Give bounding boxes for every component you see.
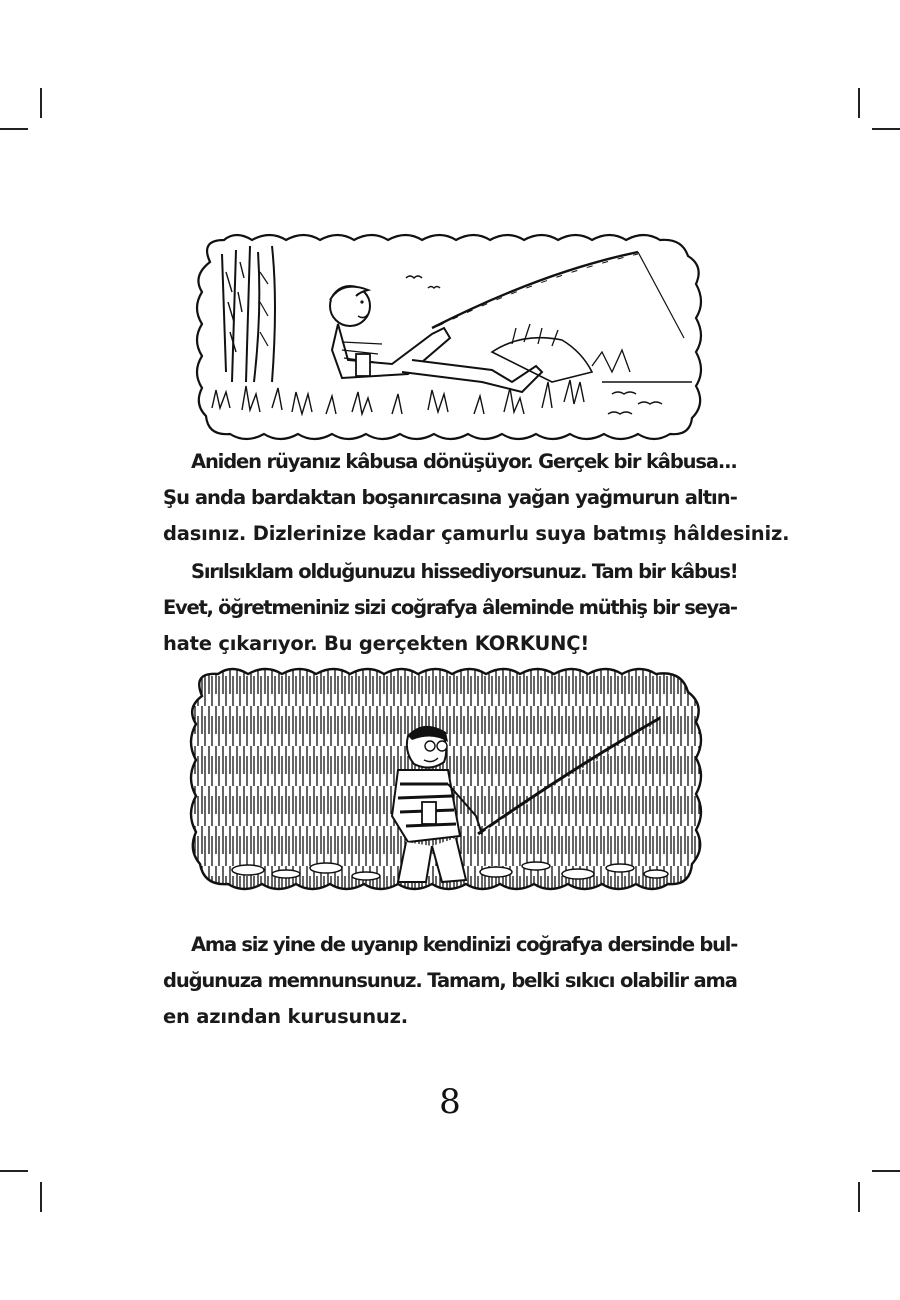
paragraph-line: Aniden rüyanız kâbusa dönüşüyor. Gerçek bir kâbusa... (191, 450, 737, 473)
paragraph-line: Sırılsıklam olduğunuzu hissediyorsunuz. Tam bir kâbus! (191, 560, 738, 583)
crop-mark-top-left-v (40, 88, 42, 118)
crop-mark-bottom-left-v (40, 1182, 42, 1212)
boy-fishing-on-grass-icon (192, 232, 708, 444)
paragraph-line: hate çıkarıyor. Bu gerçekten KORKUNÇ! (163, 632, 590, 655)
page-number: 8 (439, 1082, 461, 1122)
paragraph-1 (163, 444, 790, 552)
sunny-fishing-illustration (192, 232, 708, 444)
rainy-fishing-illustration (186, 666, 710, 898)
paragraph-line: Şu anda bardaktan boşanırcasına yağan yağmurun altın- (163, 486, 737, 509)
paragraph-line: Evet, öğretmeniniz sizi coğrafya âleminde müthiş bir seya- (163, 596, 737, 619)
crop-mark-top-right-v (858, 88, 860, 118)
paragraph-line: duğunuza memnunsunuz. Tamam, belki sıkıcı olabilir ama (163, 969, 737, 992)
boy-fishing-in-rain-icon (186, 666, 710, 898)
paragraph-line: dasınız. Dizlerinize kadar çamurlu suya batmış hâldesiniz. (163, 522, 790, 545)
crop-mark-top-right-h (872, 128, 900, 130)
paragraph-3 (163, 927, 737, 1035)
paragraph-line: Ama siz yine de uyanıp kendinizi coğrafya dersinde bul- (191, 933, 738, 956)
crop-mark-bottom-left-h (0, 1170, 28, 1172)
paragraph-2 (163, 554, 737, 662)
crop-mark-bottom-right-v (858, 1182, 860, 1212)
paragraph-line: en azından kurusunuz. (163, 1005, 408, 1028)
crop-mark-bottom-right-h (872, 1170, 900, 1172)
crop-mark-top-left-h (0, 128, 28, 130)
